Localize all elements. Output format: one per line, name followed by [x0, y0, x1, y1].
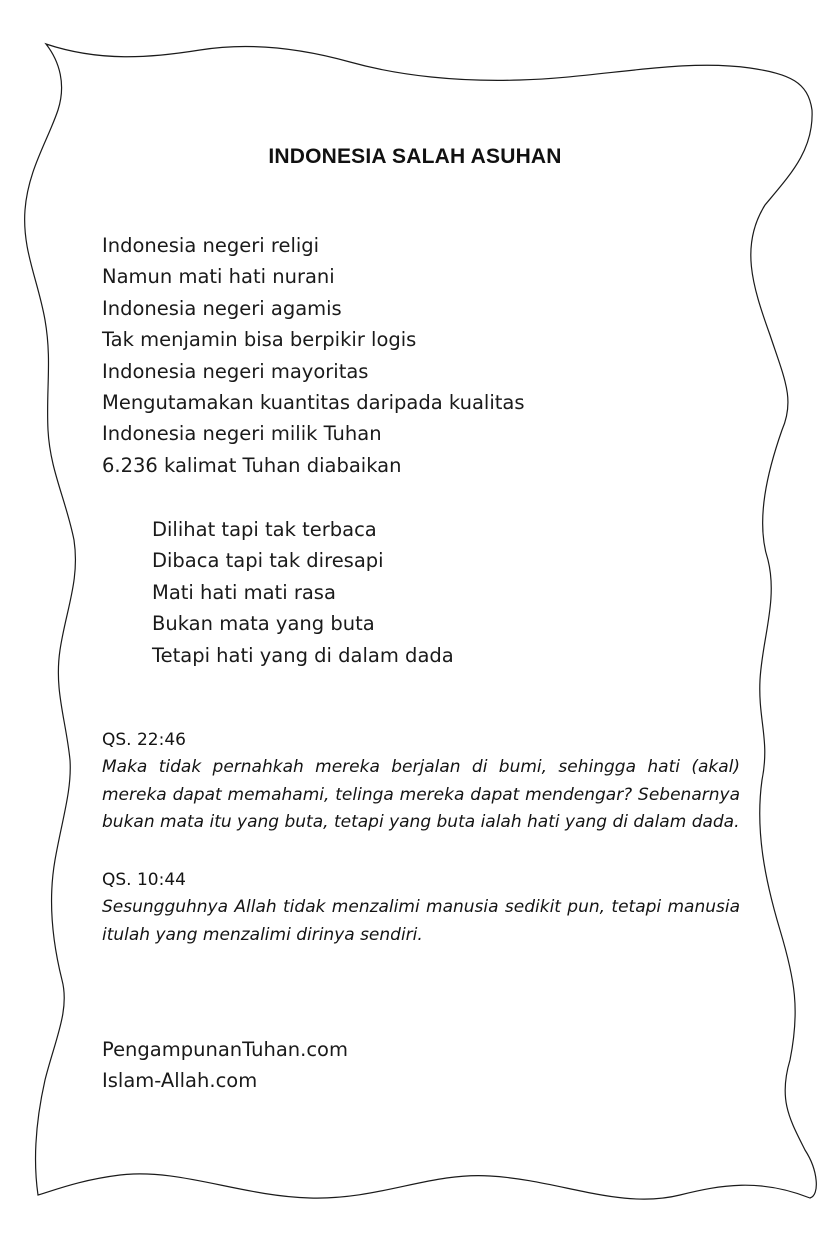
stanza-two [152, 514, 454, 671]
stanza-line: Bukan mata yang buta [152, 612, 375, 636]
stanza-line: Tak menjamin bisa berpikir logis [102, 328, 417, 352]
quote-text: Sesungguhnya Allah tidak menzalimi manusia sedikit pun, tetapi manusia itulah yang menzalimi dirinya sendiri. [102, 897, 740, 945]
stanza-line: Indonesia negeri religi [102, 234, 320, 257]
stanza-line: Tetapi hati yang di dalam dada [152, 643, 454, 667]
quran-quote-22-46 [102, 727, 740, 836]
stanza-line: Mati hati mati rasa [152, 580, 336, 604]
stanza-line: Indonesia negeri agamis [102, 296, 342, 320]
stanza-line: Mengutamakan kuantitas daripada kualitas [102, 391, 525, 415]
stanza-one [102, 230, 525, 481]
stanza-line: 6.236 kalimat Tuhan diabaikan [102, 453, 402, 477]
website-link: PengampunanTuhan.com [102, 1038, 348, 1061]
quote-text: Maka tidak pernahkah mereka berjalan di bumi, sehingga hati (akal) mereka dapat memahami, telinga mereka dapat mendengar? Sebenarnya bukan mata itu yang buta, tetapi yang buta ialah hati yang di dalam dada. [102, 757, 740, 832]
quote-reference: QS. 22:46 [102, 730, 186, 750]
footer-websites [102, 1034, 348, 1097]
stanza-line: Indonesia negeri mayoritas [102, 359, 369, 383]
quote-reference: QS. 10:44 [102, 870, 186, 890]
stanza-line: Dibaca tapi tak diresapi [152, 549, 384, 573]
stanza-line: Indonesia negeri milik Tuhan [102, 422, 382, 446]
website-link: Islam-Allah.com [102, 1069, 258, 1093]
stanza-line: Namun mati hati nurani [102, 265, 335, 289]
quran-quote-10-44 [102, 867, 740, 949]
poem-title: INDONESIA SALAH ASUHAN [268, 145, 562, 168]
stanza-line: Dilihat tapi tak terbaca [152, 518, 377, 541]
